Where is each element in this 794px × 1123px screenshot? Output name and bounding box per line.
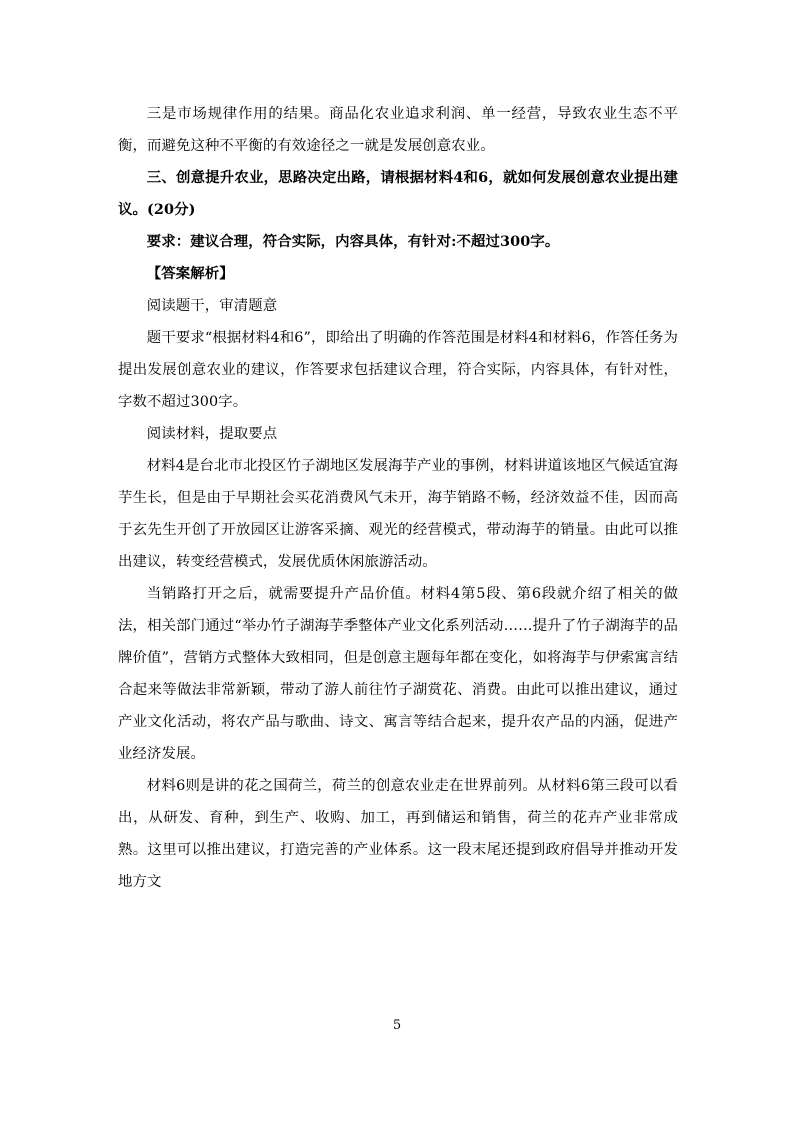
paragraph-question-analysis: 题干要求“根据材料4和6”，即给出了明确的作答范围是材料4和材料6，作答任务为提出发展创意农业的建议，作答要求包括建议合理，符合实际，内容具体，有针对性，字数不超过300字。 bbox=[118, 330, 678, 410]
step-read-materials: 阅读材料，提取要点 bbox=[146, 426, 278, 442]
paragraph-product-value: 当销路打开之后，就需要提升产品价值。材料4第5段、第6段就介绍了相关的做法，相关部门通过“举办竹子湖海芋季整体产业文化系列活动……提升了竹子湖海芋的品牌价值”，营销方式整体大致相同，但是创意主题每年都在变化，如将海芋与伊索寓言结合起来等做法非常新颖，带动了游人前往竹子湖赏花、消费。由此可以推出建议，通过产业文化活动，将农产品与歌曲、诗文、寓言等结合起来，提升农产品的内涵，促进产业经济发展。 bbox=[118, 586, 678, 762]
question-heading: 三、创意提升农业，思路决定出路，请根据材料4和6，就如何发展创意农业提出建议。(20分) bbox=[118, 169, 678, 218]
paragraph-material-4: 材料4是台北市北投区竹子湖地区发展海芋产业的事例，材料讲道该地区气候适宜海芋生长，但是由于早期社会买花消费风气未开，海芋销路不畅，经济效益不佳，因而高于玄先生开创了开放园区让游客采摘、观光的经营模式，带动海芋的销量。由此可以推出建议，转变经营模式，发展优质休闲旅游活动。 bbox=[118, 458, 678, 570]
answer-analysis-heading: 【答案解析】 bbox=[146, 265, 234, 282]
document-body bbox=[118, 98, 678, 898]
paragraph-material-6: 材料6则是讲的花之国荷兰，荷兰的创意农业走在世界前列。从材料6第三段可以看出，从研发、育种，到生产、收购、加工，再到储运和销售，荷兰的花卉产业非常成熟。这里可以推出建议，打造完善的产业体系。这一段末尾还提到政府倡导并推动开发地方文 bbox=[118, 778, 678, 890]
step-read-question: 阅读题干，审清题意 bbox=[146, 298, 278, 314]
paragraph-intro-point-three: 三是市场规律作用的结果。商品化农业追求利润、单一经营，导致农业生态不平衡，而避免这种不平衡的有效途径之一就是发展创意农业。 bbox=[118, 106, 678, 154]
page-number: 5 bbox=[392, 1018, 402, 1033]
question-requirements: 要求：建议合理，符合实际，内容具体，有针对:不超过300字。 bbox=[146, 233, 560, 250]
